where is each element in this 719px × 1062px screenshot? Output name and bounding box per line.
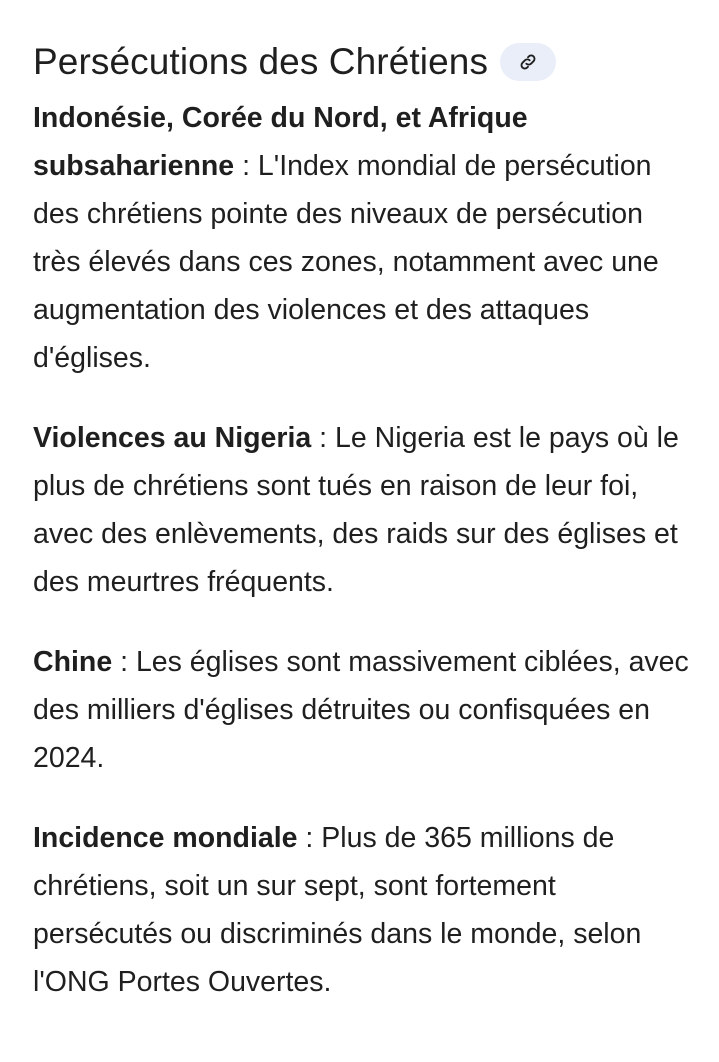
paragraph-indonesie <box>33 94 693 382</box>
heading-row <box>33 36 693 88</box>
copy-link-button[interactable] <box>500 43 556 81</box>
paragraph-lead: Indonésie, Corée du Nord, et Afrique subsaharienne <box>33 102 528 182</box>
paragraph-text: Plus de 365 millions de chrétiens, soit un sur sept, sont fortement persécutés ou discriminés dans le monde, selon l'ONG Portes Ouvertes. <box>33 822 642 998</box>
paragraph-incidence <box>33 814 693 1006</box>
paragraph-separator: : <box>297 822 322 854</box>
paragraph-nigeria <box>33 414 693 606</box>
paragraph-text: Le Nigeria est le pays où le plus de chrétiens sont tués en raison de leur foi, avec des enlèvements, des raids sur des églises et des meurtres fréquents. <box>33 422 679 598</box>
paragraph-lead: Violences au Nigeria <box>33 422 312 454</box>
link-icon <box>518 52 538 72</box>
section-heading: Persécutions des Chrétiens <box>33 41 489 82</box>
paragraph-lead: Chine <box>33 646 113 678</box>
article <box>33 36 693 1038</box>
paragraph-separator: : <box>112 646 136 678</box>
paragraph-separator: : <box>234 150 258 182</box>
paragraph-chine <box>33 638 693 782</box>
paragraph-text: Les églises sont massivement ciblées, avec des milliers d'églises détruites ou confisquées en 2024. <box>33 646 689 774</box>
paragraph-text: L'Index mondial de persécution des chrétiens pointe des niveaux de persécution très élevés dans ces zones, notamment avec une augmentation des violences et des attaques d'églises. <box>33 150 659 374</box>
paragraph-separator: : <box>311 422 336 454</box>
paragraph-lead: Incidence mondiale <box>33 822 298 854</box>
